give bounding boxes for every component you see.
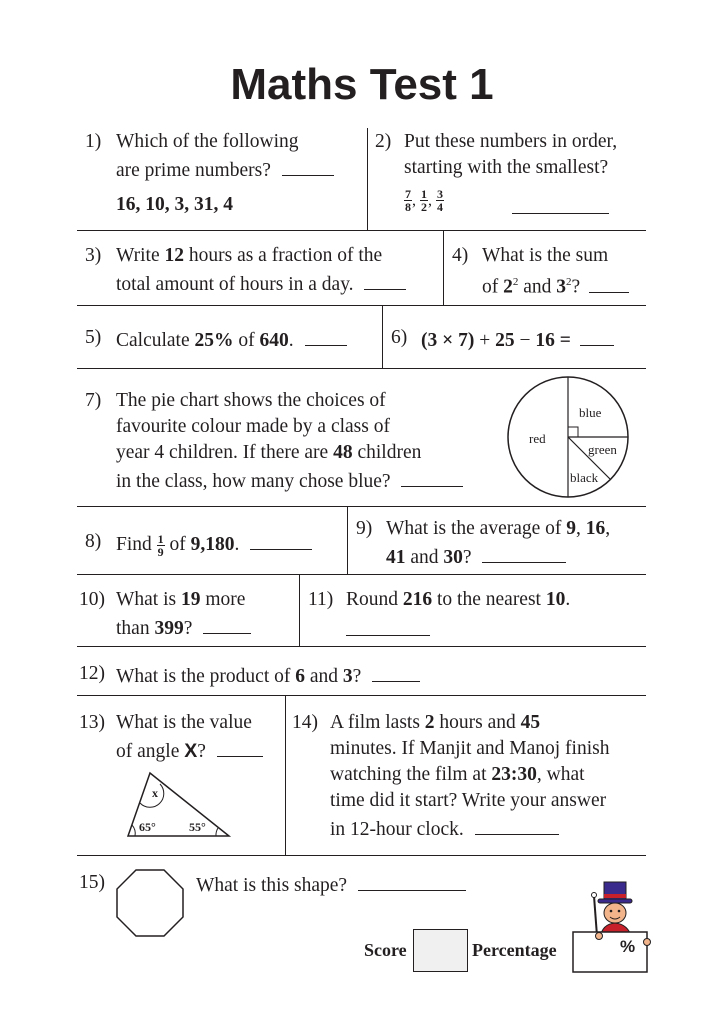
- bold-value: 216: [402, 589, 433, 610]
- face: [604, 903, 626, 923]
- text: ?: [462, 547, 472, 568]
- bold-value: 3: [342, 666, 353, 687]
- hat-brim: [598, 899, 632, 903]
- fraction-denominator: 4: [437, 200, 443, 214]
- question-3-number: 3): [85, 245, 102, 266]
- pointer-stick: [594, 896, 597, 936]
- answer-blank-6[interactable]: [580, 325, 614, 346]
- fraction: [436, 188, 444, 213]
- question-10-line1: [116, 587, 245, 613]
- answer-blank-2[interactable]: [512, 193, 609, 214]
- bold-value: 2: [503, 276, 513, 298]
- text: children: [357, 442, 422, 463]
- question-13-line2: [116, 736, 263, 765]
- answer-blank-10[interactable]: [203, 613, 251, 634]
- eye: [618, 910, 621, 913]
- bold-value: 3: [556, 276, 567, 298]
- question-13-line1: What is the value: [116, 712, 252, 733]
- question-9-line2: [386, 542, 566, 571]
- bold-value: (3 × 7): [421, 330, 475, 351]
- text: ?: [352, 666, 362, 687]
- fraction: [157, 533, 165, 558]
- bold-value: 19: [180, 589, 201, 610]
- percent-symbol: %: [620, 937, 636, 956]
- divider: [285, 695, 286, 855]
- divider: [367, 128, 368, 230]
- bold-value: 9: [566, 518, 577, 539]
- question-7-line4: [116, 466, 463, 495]
- text: Find: [116, 534, 152, 555]
- divider: [77, 695, 646, 696]
- bold-value: 48: [333, 442, 353, 463]
- question-2-fractions: $\frac{7}{8}$ , $\frac{1}{2}$ , $\frac{3}{4}$: [405, 187, 443, 214]
- answer-blank-3[interactable]: [364, 269, 406, 290]
- fraction: [404, 188, 412, 213]
- divider: [443, 230, 444, 305]
- text: Calculate: [116, 330, 190, 351]
- text: Round: [346, 589, 399, 610]
- text: −: [519, 330, 531, 351]
- question-7-line1: The pie chart shows the choices of: [116, 390, 386, 411]
- text: watching the film at: [330, 764, 487, 785]
- question-7-line3: [116, 440, 421, 466]
- triangle-diagram: [120, 770, 235, 840]
- text: .: [288, 330, 294, 351]
- text: ?: [183, 618, 193, 639]
- pie-label-black: black: [570, 470, 599, 485]
- question-14-number: 14): [292, 712, 318, 733]
- question-1-text: are prime numbers?: [116, 160, 271, 181]
- text: What is the average of: [386, 518, 562, 539]
- bold-value: 16 =: [535, 330, 571, 351]
- bold-value: 25: [495, 330, 515, 351]
- text: ?: [571, 276, 581, 298]
- text: ,: [576, 518, 581, 539]
- answer-blank-9[interactable]: [482, 542, 566, 563]
- percentage-box[interactable]: [573, 932, 647, 972]
- text: What is the product of: [116, 666, 291, 687]
- score-box[interactable]: [413, 929, 468, 972]
- answer-blank-5[interactable]: [305, 325, 347, 346]
- text: in 12-hour clock.: [330, 819, 464, 840]
- text: , what: [536, 764, 585, 785]
- answer-blank-1[interactable]: [282, 155, 334, 176]
- text: and: [410, 547, 439, 568]
- text: in the class, how many chose blue?: [116, 471, 391, 492]
- fraction: [420, 188, 428, 213]
- question-8-text: [116, 529, 312, 558]
- question-2-number: 2): [375, 131, 392, 152]
- text: What is: [116, 589, 177, 610]
- text: of: [482, 276, 499, 298]
- question-11-number: 11): [308, 589, 334, 610]
- divider: [77, 230, 646, 231]
- bold-value: 640: [259, 330, 289, 351]
- divider: [77, 305, 646, 306]
- question-11-text: [346, 587, 570, 613]
- bold-value: 23:30: [491, 764, 537, 785]
- divider: [347, 506, 348, 574]
- divider: [77, 368, 646, 369]
- text: +: [479, 330, 491, 351]
- teacher-mascot-illustration: [570, 880, 652, 974]
- divider: [299, 574, 300, 646]
- text: and: [523, 276, 552, 298]
- percentage-label: Percentage: [472, 940, 557, 960]
- divider: [77, 574, 646, 575]
- question-2-line2: starting with the smallest?: [404, 157, 609, 178]
- pie-label-red: red: [529, 431, 546, 446]
- text: and: [309, 666, 339, 687]
- bold-value: 30: [443, 547, 463, 568]
- text: .: [234, 534, 240, 555]
- question-6-text: [421, 325, 614, 354]
- answer-blank-12[interactable]: [372, 661, 420, 682]
- fraction-numerator: 7: [405, 187, 411, 201]
- divider: [77, 855, 646, 856]
- question-5-text: [116, 325, 347, 354]
- hand: [596, 933, 603, 940]
- divider: [77, 506, 646, 507]
- text: of: [169, 534, 186, 555]
- text: A film lasts: [330, 712, 420, 733]
- bold-value: 25%: [194, 330, 234, 351]
- octagon-shape: [116, 869, 184, 937]
- text: year 4 children. If there are: [116, 442, 329, 463]
- question-9-number: 9): [356, 518, 373, 539]
- answer-blank-13[interactable]: [217, 736, 263, 757]
- question-14-line2: minutes. If Manjit and Manoj finish: [330, 738, 610, 759]
- bold-value: 9,180: [190, 534, 235, 555]
- answer-blank-14[interactable]: [475, 814, 559, 835]
- question-14-line1: [330, 710, 540, 736]
- fraction-denominator: 8: [405, 200, 411, 214]
- question-4-line2: [482, 269, 629, 301]
- question-15-number: 15): [79, 872, 105, 893]
- divider: [77, 646, 646, 647]
- bold-value: 16: [585, 518, 606, 539]
- text: hours and: [439, 712, 516, 733]
- question-15-text: [196, 870, 466, 899]
- eye: [610, 910, 613, 913]
- answer-blank-15[interactable]: [358, 870, 466, 891]
- divider: [382, 305, 383, 368]
- question-7-line2: favourite colour made by a class of: [116, 416, 390, 437]
- text: What is this shape?: [196, 875, 348, 896]
- question-6-number: 6): [391, 327, 408, 348]
- bold-value: 399: [154, 618, 184, 639]
- question-1-line2: [116, 155, 334, 184]
- question-1-numbers: 16, 10, 3, 31, 4: [116, 194, 233, 215]
- pointer-tip: [592, 893, 597, 898]
- angle-label-55: 55°: [189, 820, 206, 834]
- question-7-number: 7): [85, 390, 102, 411]
- question-9-line1: [386, 516, 610, 542]
- bold-value: 6: [295, 666, 305, 687]
- pie-label-blue: blue: [579, 405, 602, 420]
- question-3-line2: [116, 269, 406, 298]
- bold-value: 2: [424, 712, 435, 733]
- question-4-number: 4): [452, 245, 469, 266]
- question-13-number: 13): [79, 712, 105, 733]
- bold-value: 12: [164, 245, 184, 266]
- question-10-number: 10): [79, 589, 105, 610]
- question-8-number: 8): [85, 531, 102, 552]
- question-3-line1: [116, 243, 382, 269]
- bold-value: 41: [386, 547, 406, 568]
- fraction-numerator: 1: [421, 187, 427, 201]
- question-14-line5: [330, 814, 559, 843]
- hat-band: [604, 894, 626, 898]
- exponent: 2: [566, 276, 572, 288]
- question-2-line1: Put these numbers in order,: [404, 131, 618, 152]
- question-12-number: 12): [79, 663, 105, 684]
- text: more: [205, 589, 246, 610]
- bold-value: 45: [520, 712, 541, 733]
- octagon: [117, 870, 183, 936]
- answer-blank-4[interactable]: [589, 272, 629, 293]
- text: than: [116, 618, 150, 639]
- question-14-line3: [330, 762, 585, 788]
- text: ?: [197, 741, 206, 762]
- hand: [644, 939, 651, 946]
- question-1-line1: Which of the following: [116, 131, 299, 152]
- angle-label-65: 65°: [139, 820, 156, 834]
- text: ,: [605, 518, 611, 539]
- question-12-text: [116, 661, 420, 690]
- text: of: [238, 330, 255, 351]
- variable-x: X: [184, 740, 198, 762]
- pie-label-green: green: [588, 442, 617, 457]
- question-5-number: 5): [85, 327, 102, 348]
- answer-blank-11[interactable]: [346, 615, 430, 636]
- answer-blank-8[interactable]: [250, 529, 312, 550]
- text: .: [565, 589, 571, 610]
- score-label: Score: [364, 940, 407, 960]
- exponent: 2: [512, 276, 519, 288]
- fraction-denominator: 9: [157, 545, 164, 560]
- pie-chart: [505, 374, 631, 500]
- answer-blank-7[interactable]: [401, 466, 463, 487]
- question-4-line1: What is the sum: [482, 245, 609, 266]
- text: to the nearest: [437, 589, 541, 610]
- fraction-denominator: 2: [421, 200, 427, 214]
- page-title: Maths Test 1: [230, 60, 494, 109]
- question-10-line2: [116, 613, 251, 642]
- question-1-number: 1): [85, 131, 102, 152]
- text: total amount of hours in a day.: [116, 274, 354, 295]
- fraction-numerator: 3: [437, 187, 443, 201]
- angle-label-x: x: [152, 786, 158, 800]
- text: of angle: [116, 741, 180, 762]
- text: Write: [116, 245, 160, 266]
- bold-value: 10: [545, 589, 566, 610]
- text: hours as a fraction of the: [188, 245, 383, 266]
- fraction-numerator: 1: [157, 532, 164, 547]
- question-14-line4: time did it start? Write your answer: [330, 790, 607, 811]
